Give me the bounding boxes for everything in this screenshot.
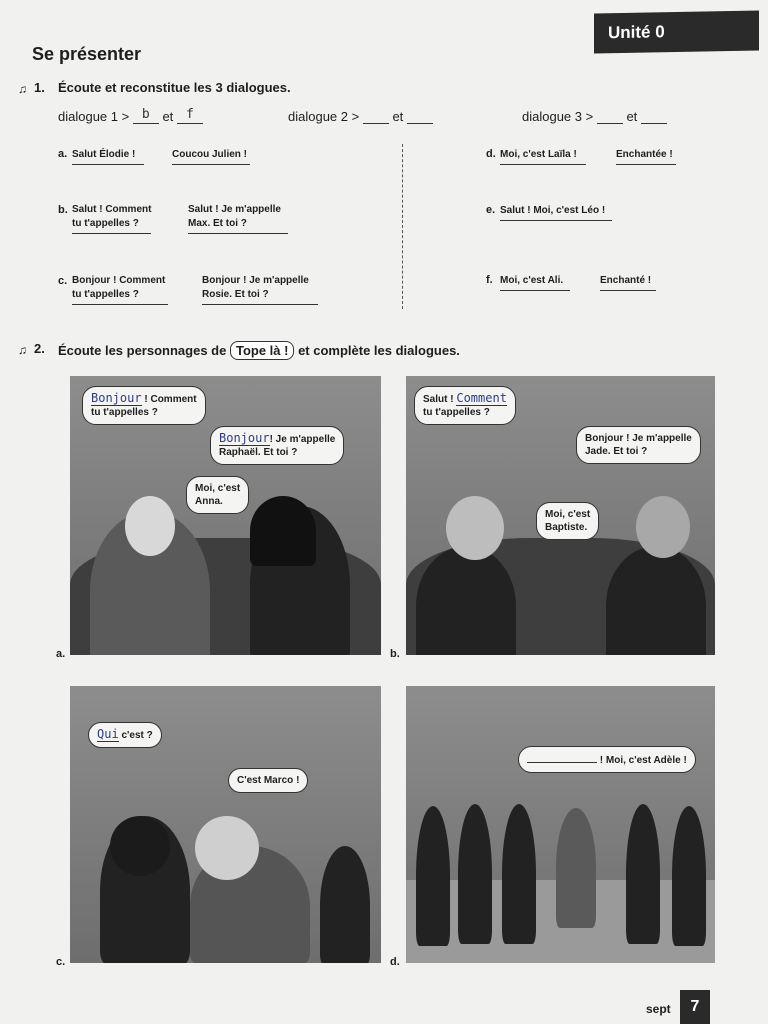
item-b-bubble-2: Salut ! Je m'appelle Max. Et toi ? (188, 203, 288, 234)
item-e-label: e. (486, 204, 496, 216)
dialogue-1-label: dialogue 1 > (58, 109, 130, 124)
character-adele (556, 808, 596, 928)
tope-la-logo: Tope là ! (230, 341, 294, 360)
speech-bubble-b-3: Moi, c'est Baptiste. (536, 502, 599, 540)
item-a-bubble-1: Salut Élodie ! (72, 148, 144, 165)
item-f-label: f. (486, 274, 493, 286)
page-number: 7 (680, 990, 710, 1024)
item-c-bubble-2: Bonjour ! Je m'appelle Rosie. Et toi ? (202, 274, 318, 305)
comic-panel-c (70, 686, 381, 963)
item-f-bubble-2: Enchanté ! (600, 274, 656, 291)
filled-answer[interactable]: Bonjour (219, 431, 270, 445)
character-jade (606, 546, 706, 655)
character-group-1 (416, 806, 450, 946)
dialogue-3-row (522, 109, 667, 124)
item-a-label: a. (58, 148, 68, 160)
comic-panel-a (70, 376, 381, 655)
dialogue-1-answer-2[interactable]: f (177, 109, 203, 124)
item-e-bubble-1: Salut ! Moi, c'est Léo ! (500, 204, 612, 221)
comic-panel-d (406, 686, 715, 963)
page-title: Se présenter (32, 44, 142, 64)
comic-panel-b (406, 376, 715, 655)
filled-answer[interactable]: Comment (456, 391, 507, 405)
speech-bubble-d-1: ! Moi, c'est Adèle ! (518, 746, 696, 773)
dialogue-2-et: et (392, 109, 404, 124)
speech-bubble-a-3: Moi, c'est Anna. (186, 476, 249, 514)
item-c-label: c. (58, 275, 68, 287)
panel-b-label: b. (390, 648, 400, 660)
dialogue-2-answer-1[interactable] (363, 109, 389, 124)
filled-answer[interactable]: Bonjour (91, 391, 142, 405)
character-jade-face (636, 496, 690, 558)
answer-blank[interactable] (527, 752, 597, 763)
exercise-2-instruction-before: Écoute les personnages de (58, 343, 227, 358)
dialogue-2-label: dialogue 2 > (288, 109, 360, 124)
speech-bubble-a-2: Bonjour! Je m'appelle Raphaël. Et toi ? (210, 426, 344, 465)
audio-icon: ♫ (18, 343, 27, 357)
character-baptiste-face (446, 496, 504, 560)
speech-bubble-b-1: Salut ! Comment tu t'appelles ? (414, 386, 516, 425)
character-baptiste (416, 546, 516, 655)
character-raphael-head (250, 496, 316, 566)
dialogue-3-label: dialogue 3 > (522, 109, 594, 124)
column-divider (402, 144, 403, 309)
dialogue-3-et: et (626, 109, 638, 124)
character-group-3 (502, 804, 536, 944)
item-b-bubble-1: Salut ! Comment tu t'appelles ? (72, 203, 151, 234)
exercise-2-instruction-after: et complète les dialogues. (298, 343, 460, 358)
item-d-bubble-1: Moi, c'est Laïla ! (500, 148, 586, 165)
audio-icon: ♫ (18, 82, 27, 96)
character-marco (320, 846, 370, 963)
character-group-5 (672, 806, 706, 946)
panel-a-label: a. (56, 648, 66, 660)
unit-tab: Unité 0 (594, 11, 759, 54)
dialogue-3-answer-2[interactable] (641, 109, 667, 124)
exercise-2-number: 2. (34, 341, 45, 356)
character-group-4 (626, 804, 660, 944)
speech-bubble-a-1: Bonjour ! Comment tu t'appelles ? (82, 386, 206, 425)
dialogue-1-row (58, 109, 203, 124)
character-girl-face (195, 816, 259, 880)
item-b-label: b. (58, 204, 68, 216)
item-a-bubble-2: Coucou Julien ! (172, 148, 250, 165)
item-d-bubble-2: Enchantée ! (616, 148, 676, 165)
speech-bubble-c-1: Qui c'est ? (88, 722, 162, 748)
character-left-head (110, 816, 170, 876)
dialogue-2-row (288, 109, 433, 124)
speech-bubble-c-2: C'est Marco ! (228, 768, 308, 793)
item-d-label: d. (486, 148, 496, 160)
dialogue-3-answer-1[interactable] (597, 109, 623, 124)
panel-d-label: d. (390, 956, 400, 968)
exercise-1-number: 1. (34, 80, 45, 95)
panel-c-label: c. (56, 956, 66, 968)
dialogue-1-et: et (162, 109, 174, 124)
character-group-2 (458, 804, 492, 944)
item-c-bubble-1: Bonjour ! Comment tu t'appelles ? (72, 274, 168, 305)
filled-answer[interactable]: Qui (97, 727, 119, 741)
speech-bubble-b-2: Bonjour ! Je m'appelle Jade. Et toi ? (576, 426, 701, 464)
exercise-2-instruction (58, 341, 460, 360)
character-anna-face (125, 496, 175, 556)
dialogue-2-answer-2[interactable] (407, 109, 433, 124)
dialogue-1-answer-1[interactable]: b (133, 109, 159, 124)
item-f-bubble-1: Moi, c'est Ali. (500, 274, 570, 291)
exercise-1-instruction: Écoute et reconstitue les 3 dialogues. (58, 80, 291, 95)
page-word: sept (646, 1002, 671, 1016)
